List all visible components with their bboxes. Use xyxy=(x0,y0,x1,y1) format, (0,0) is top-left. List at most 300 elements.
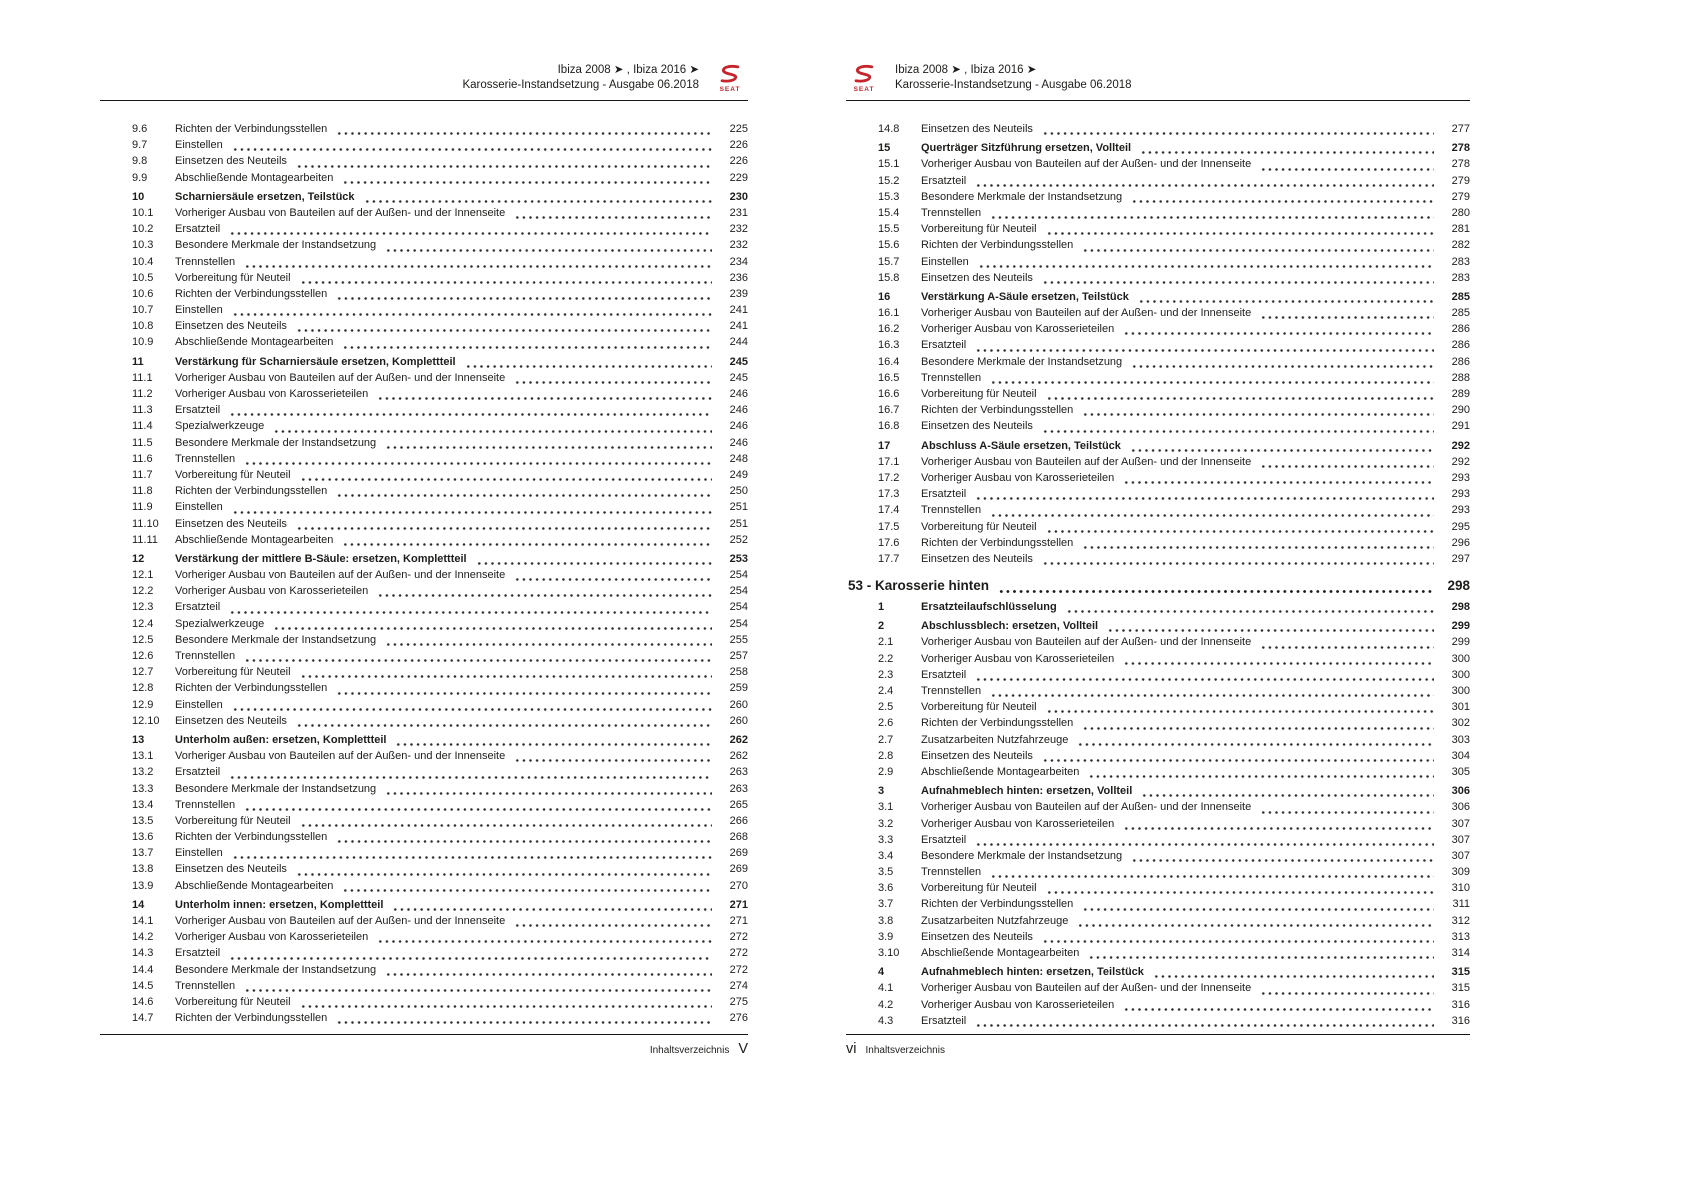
toc-entry-title: 53 - Karosserie hinten xyxy=(848,578,990,594)
dot-leader xyxy=(1082,896,1434,912)
toc-entry-title: Vorheriger Ausbau von Karosserieteilen xyxy=(921,471,1115,484)
toc-entry-title: Vorbereitung für Neuteil xyxy=(175,995,291,1008)
dot-leader xyxy=(978,254,1434,270)
toc-item-row xyxy=(100,1010,748,1026)
toc-entry-page-number: 258 xyxy=(729,666,748,679)
toc-entry-number: 9.6 xyxy=(132,123,148,135)
toc-item-row xyxy=(100,797,748,813)
toc-entry-number: 17.3 xyxy=(878,488,900,501)
toc-entry-page-number: 254 xyxy=(729,601,748,614)
toc-entry-page-number: 232 xyxy=(729,239,748,252)
toc-entry-number: 15.3 xyxy=(878,190,900,203)
toc-entry-number: 12 xyxy=(132,552,145,565)
toc-entry-title: Trennstellen xyxy=(175,650,236,662)
toc-item-row xyxy=(100,913,748,929)
toc-entry-number: 10.3 xyxy=(132,239,154,252)
toc-item-row xyxy=(100,829,748,845)
dot-leader xyxy=(514,567,712,583)
toc-entry-title: Ersatzteil xyxy=(921,1014,967,1027)
toc-item-row xyxy=(100,599,748,615)
footer-page-number: vi xyxy=(846,1041,857,1057)
toc-entry-number: 13.9 xyxy=(132,879,154,892)
toc-entry-number: 14.8 xyxy=(878,123,900,135)
toc-entry-title: Abschließende Montagearbeiten xyxy=(175,879,334,892)
dot-leader xyxy=(1042,270,1434,286)
toc-item-row xyxy=(846,799,1470,815)
toc-entry-title: Einsetzen des Neuteils xyxy=(175,714,287,727)
toc-item-row xyxy=(846,929,1470,945)
dot-leader xyxy=(377,929,712,945)
toc-entry-title: Richten der Verbindungsstellen xyxy=(921,717,1074,730)
toc-entry-page-number: 239 xyxy=(729,287,748,300)
header-divider xyxy=(846,100,1470,101)
toc-item-row xyxy=(846,732,1470,748)
dot-leader xyxy=(514,913,712,929)
seat-logo xyxy=(712,63,748,93)
toc-entry-number: 13 xyxy=(132,733,145,746)
toc-entry-title: Einstellen xyxy=(175,847,223,860)
toc-entry-number: 9.7 xyxy=(132,139,148,152)
dot-leader xyxy=(300,270,712,286)
toc-item-row xyxy=(100,648,748,664)
dot-leader xyxy=(975,337,1434,353)
toc-entry-number: 12.10 xyxy=(132,714,160,727)
dot-leader xyxy=(385,962,712,978)
dot-leader xyxy=(1260,305,1434,321)
toc-entry-title: Vorheriger Ausbau von Bauteilen auf der Außen- und der Innenseite xyxy=(921,801,1252,814)
toc-entry-page-number: 229 xyxy=(729,171,748,184)
toc-entry-title: Vorheriger Ausbau von Karosserieteilen xyxy=(921,323,1115,336)
toc-entry-page-number: 315 xyxy=(1451,966,1470,979)
toc-entry-title: Einsetzen des Neuteils xyxy=(921,271,1033,284)
toc-entry-title: Besondere Merkmale der Instandsetzung xyxy=(921,849,1123,862)
toc-entry-page-number: 304 xyxy=(1451,749,1470,762)
toc-item-row xyxy=(100,929,748,945)
dot-leader xyxy=(514,748,712,764)
toc-entry-page-number: 286 xyxy=(1451,339,1470,352)
toc-entry-title: Abschließende Montagearbeiten xyxy=(175,171,334,184)
toc-entry-title: Besondere Merkmale der Instandsetzung xyxy=(175,436,377,449)
header-model-line: Ibiza 2008 ➤ , Ibiza 2016 ➤ xyxy=(557,63,699,76)
toc-entry-number: 13.2 xyxy=(132,766,154,779)
toc-item-row xyxy=(100,532,748,548)
toc-entry-number: 3.1 xyxy=(878,801,894,814)
dot-leader xyxy=(342,878,712,894)
dot-leader xyxy=(514,370,712,386)
toc-entry-title: Vorheriger Ausbau von Karosserieteilen xyxy=(921,817,1115,830)
toc-entry-number: 16 xyxy=(878,290,891,303)
dot-leader xyxy=(1131,848,1434,864)
toc-section-row xyxy=(846,576,1470,596)
dot-leader xyxy=(385,435,712,451)
dot-leader xyxy=(336,829,712,845)
toc-item-row xyxy=(846,896,1470,912)
toc-item-row xyxy=(100,878,748,894)
toc-entry-title: Trennstellen xyxy=(921,685,982,697)
dot-leader xyxy=(1042,929,1434,945)
toc-entry-number: 15 xyxy=(878,142,891,155)
dot-leader xyxy=(1082,715,1434,731)
toc-entry-number: 16.5 xyxy=(878,371,900,384)
dot-leader xyxy=(244,254,712,270)
toc-entry-title: Scharniersäule ersetzen, Teilstück xyxy=(175,190,355,203)
dot-leader xyxy=(342,170,712,186)
toc-entry-number: 4.1 xyxy=(878,982,894,995)
toc-entry-title: Vorbereitung für Neuteil xyxy=(175,814,291,827)
toc-entry-number: 2.7 xyxy=(878,733,894,746)
toc-entry-number: 15.8 xyxy=(878,271,900,284)
toc-entry-page-number: 306 xyxy=(1451,801,1470,814)
toc-entry-page-number: 254 xyxy=(729,585,748,598)
toc-item-row xyxy=(846,551,1470,567)
dot-leader xyxy=(975,667,1434,683)
header-doc-line: Karosserie-Instandsetzung - Ausgabe 06.2018 xyxy=(895,78,1132,91)
toc-entry-number: 11.4 xyxy=(132,420,153,433)
toc-entry-number: 10.4 xyxy=(132,255,154,268)
toc-entry-title: Verstärkung für Scharniersäule ersetzen, Komplettteil xyxy=(175,355,456,368)
toc-entry-page-number: 315 xyxy=(1451,982,1470,995)
header-divider xyxy=(100,100,748,101)
toc-item-row xyxy=(846,237,1470,253)
toc-entry-page-number: 234 xyxy=(729,255,748,268)
toc-entry-page-number: 272 xyxy=(729,963,748,976)
page-header-right xyxy=(846,55,1470,100)
toc-entry-title: Ersatzteil xyxy=(175,404,221,417)
toc-item-row xyxy=(100,664,748,680)
toc-item-row xyxy=(100,121,748,137)
header-text xyxy=(462,63,699,93)
toc-entry-page-number: 254 xyxy=(729,569,748,582)
toc-entry-page-number: 307 xyxy=(1451,833,1470,846)
toc-entry-number: 15.4 xyxy=(878,206,900,219)
toc-entry-number: 3.4 xyxy=(878,849,894,862)
dot-leader xyxy=(229,599,712,615)
dot-leader xyxy=(385,632,712,648)
toc-entry-title: Vorheriger Ausbau von Bauteilen auf der Außen- und der Innenseite xyxy=(921,982,1252,995)
toc-entry-page-number: 306 xyxy=(1451,785,1470,798)
toc-item-row xyxy=(100,945,748,961)
toc-entry-page-number: 281 xyxy=(1451,223,1470,236)
toc-entry-page-number: 298 xyxy=(1447,578,1470,594)
toc-entry-number: 11 xyxy=(132,355,144,368)
seat-wordmark: SEAT xyxy=(719,85,741,93)
toc-entry-page-number: 293 xyxy=(1451,504,1470,517)
toc-entry-number: 12.5 xyxy=(132,633,154,646)
dot-leader xyxy=(1130,438,1434,454)
dot-leader xyxy=(1260,799,1434,815)
toc-entry-number: 9.9 xyxy=(132,171,148,184)
toc-entry-page-number: 305 xyxy=(1451,765,1470,778)
dot-leader xyxy=(1088,764,1434,780)
toc-entry-number: 3.9 xyxy=(878,930,894,943)
toc-item-row xyxy=(846,470,1470,486)
toc-entry-number: 2.4 xyxy=(878,685,894,697)
toc-entry-number: 12.3 xyxy=(132,601,154,614)
toc-chapter-row xyxy=(100,551,748,567)
toc-entry-title: Einstellen xyxy=(921,255,969,268)
toc-entry-page-number: 226 xyxy=(729,139,748,152)
toc-item-row xyxy=(846,667,1470,683)
toc-entry-page-number: 300 xyxy=(1451,685,1470,697)
toc-entry-page-number: 246 xyxy=(729,420,748,433)
toc-entry-page-number: 226 xyxy=(729,155,748,168)
dot-leader xyxy=(1042,121,1434,137)
toc-entry-number: 14.1 xyxy=(132,915,154,927)
dot-leader xyxy=(232,499,712,515)
toc-entry-page-number: 300 xyxy=(1451,668,1470,681)
toc-entry-page-number: 286 xyxy=(1451,323,1470,336)
toc-entry-title: Verstärkung der mittlere B-Säule: ersetzen, Komplettteil xyxy=(175,552,467,565)
toc-chapter-row xyxy=(100,354,748,370)
toc-item-row xyxy=(100,516,748,532)
dot-leader xyxy=(300,467,712,483)
toc-entry-number: 11.7 xyxy=(132,468,153,481)
toc-entry-title: Vorbereitung für Neuteil xyxy=(921,520,1037,533)
toc-entry-page-number: 285 xyxy=(1451,307,1470,320)
toc-item-row xyxy=(846,715,1470,731)
toc-entry-title: Ersatzteil xyxy=(175,601,221,614)
dot-leader xyxy=(300,994,712,1010)
toc-entry-page-number: 299 xyxy=(1451,620,1470,633)
dot-leader xyxy=(1123,997,1434,1013)
toc-entry-number: 15.1 xyxy=(878,158,900,171)
toc-entry-number: 17.1 xyxy=(878,455,900,468)
toc-entry-title: Einstellen xyxy=(175,304,223,317)
toc-entry-page-number: 249 xyxy=(729,468,748,481)
dot-leader xyxy=(336,680,712,696)
dot-leader xyxy=(975,173,1434,189)
dot-leader xyxy=(1138,289,1434,305)
toc-entry-number: 17 xyxy=(878,439,891,452)
toc-entry-title: Besondere Merkmale der Instandsetzung xyxy=(175,963,377,976)
footer-page-number: V xyxy=(738,1041,748,1057)
toc-item-row xyxy=(100,583,748,599)
toc-entry-title: Vorbereitung für Neuteil xyxy=(175,666,291,679)
toc-entry-page-number: 245 xyxy=(729,355,748,368)
toc-entry-number: 11.2 xyxy=(132,388,153,400)
toc-entry-page-number: 313 xyxy=(1451,930,1470,943)
toc-entry-page-number: 230 xyxy=(729,190,748,203)
dot-leader xyxy=(1077,913,1434,929)
toc-entry-number: 14.5 xyxy=(132,979,154,992)
toc-entry-title: Einstellen xyxy=(175,501,223,514)
toc-entry-page-number: 265 xyxy=(729,798,748,811)
toc-entry-page-number: 279 xyxy=(1451,190,1470,203)
toc-item-row xyxy=(100,748,748,764)
header-text xyxy=(895,63,1132,93)
toc-entry-number: 2.5 xyxy=(878,701,894,714)
toc-entry-number: 13.1 xyxy=(132,750,154,763)
toc-item-row xyxy=(846,519,1470,535)
toc-entry-number: 10.2 xyxy=(132,223,154,236)
toc-entry-number: 14.2 xyxy=(132,931,154,944)
toc-entry-title: Ersatzteil xyxy=(175,766,221,779)
toc-item-row xyxy=(100,994,748,1010)
toc-entry-page-number: 255 xyxy=(729,633,748,646)
toc-entry-number: 9.8 xyxy=(132,155,148,168)
toc-entry-title: Besondere Merkmale der Instandsetzung xyxy=(921,355,1123,368)
dot-leader xyxy=(273,616,712,632)
dot-leader xyxy=(229,764,712,780)
toc-item-row xyxy=(100,978,748,994)
toc-entry-number: 12.8 xyxy=(132,682,154,695)
toc-item-row xyxy=(846,980,1470,996)
toc-item-row xyxy=(846,418,1470,434)
toc-entry-page-number: 278 xyxy=(1451,158,1470,171)
dot-leader xyxy=(296,713,712,729)
toc-entry-number: 16.6 xyxy=(878,388,900,400)
toc-entry-title: Richten der Verbindungsstellen xyxy=(175,287,328,300)
toc-entry-page-number: 246 xyxy=(729,404,748,417)
dot-leader xyxy=(1046,699,1434,715)
toc-item-row xyxy=(846,486,1470,502)
toc-entry-title: Einsetzen des Neuteils xyxy=(175,517,287,530)
dot-leader xyxy=(229,402,712,418)
toc-entry-page-number: 276 xyxy=(729,1012,748,1025)
dot-leader xyxy=(244,797,712,813)
toc-item-row xyxy=(100,451,748,467)
dot-leader xyxy=(1123,321,1434,337)
toc-entry-number: 11.3 xyxy=(132,404,153,417)
toc-item-row xyxy=(846,880,1470,896)
toc-item-row xyxy=(846,832,1470,848)
toc-entry-number: 12.6 xyxy=(132,650,154,662)
toc-entry-number: 16.2 xyxy=(878,323,900,336)
dot-leader xyxy=(364,189,712,205)
toc-entry-page-number: 248 xyxy=(729,452,748,465)
toc-entry-number: 2.6 xyxy=(878,717,894,730)
dot-leader xyxy=(465,354,712,370)
toc-entry-page-number: 314 xyxy=(1451,947,1470,959)
toc-entry-number: 3.2 xyxy=(878,817,894,830)
dot-leader xyxy=(990,864,1434,880)
dot-leader xyxy=(1141,783,1434,799)
toc-item-row xyxy=(100,845,748,861)
toc-entry-number: 17.4 xyxy=(878,504,900,517)
toc-entry-title: Vorbereitung für Neuteil xyxy=(175,271,291,284)
toc-entry-number: 10.1 xyxy=(132,206,154,219)
footer-label: Inhaltsverzeichnis xyxy=(649,1045,730,1056)
toc-list-left xyxy=(100,121,748,1026)
page-left xyxy=(100,0,748,1190)
toc-entry-page-number: 263 xyxy=(729,766,748,779)
toc-item-row xyxy=(846,997,1470,1013)
toc-item-row xyxy=(100,781,748,797)
dot-leader xyxy=(990,502,1434,518)
toc-entry-title: Aufnahmeblech hinten: ersetzen, Teilstück xyxy=(921,966,1144,979)
toc-entry-number: 17.2 xyxy=(878,471,900,484)
toc-entry-page-number: 257 xyxy=(729,650,748,662)
dot-leader xyxy=(514,205,712,221)
toc-entry-page-number: 259 xyxy=(729,682,748,695)
toc-item-row xyxy=(100,237,748,253)
toc-entry-title: Trennstellen xyxy=(175,979,236,992)
toc-entry-number: 13.3 xyxy=(132,782,154,795)
toc-item-row xyxy=(846,848,1470,864)
toc-entry-number: 16.8 xyxy=(878,420,900,433)
toc-item-row xyxy=(846,189,1470,205)
seat-logo xyxy=(846,63,882,93)
toc-entry-number: 3 xyxy=(878,785,885,798)
toc-chapter-row xyxy=(100,732,748,748)
toc-entry-title: Querträger Sitzführung ersetzen, Vollteil xyxy=(921,142,1132,155)
toc-item-row xyxy=(100,302,748,318)
dot-leader xyxy=(232,137,712,153)
toc-entry-title: Vorheriger Ausbau von Bauteilen auf der Außen- und der Innenseite xyxy=(175,206,506,219)
toc-entry-title: Vorheriger Ausbau von Karosserieteilen xyxy=(921,998,1115,1011)
toc-entry-title: Richten der Verbindungsstellen xyxy=(921,536,1074,549)
dot-leader xyxy=(1082,402,1434,418)
dot-leader xyxy=(1107,618,1434,634)
dot-leader xyxy=(990,683,1434,699)
toc-item-row xyxy=(846,305,1470,321)
toc-item-row xyxy=(100,170,748,186)
toc-entry-title: Ersatzteil xyxy=(921,668,967,681)
toc-entry-title: Vorbereitung für Neuteil xyxy=(921,882,1037,895)
toc-entry-page-number: 270 xyxy=(729,879,748,892)
toc-chapter-row xyxy=(846,140,1470,156)
toc-entry-title: Spezialwerkzeuge xyxy=(175,420,265,433)
toc-entry-number: 12.7 xyxy=(132,666,154,679)
toc-item-row xyxy=(100,713,748,729)
toc-entry-title: Ersatzteil xyxy=(921,339,967,352)
toc-entry-number: 10.5 xyxy=(132,271,154,284)
toc-item-row xyxy=(100,254,748,270)
toc-entry-number: 2.9 xyxy=(878,765,894,778)
toc-entry-title: Vorbereitung für Neuteil xyxy=(175,468,291,481)
toc-entry-page-number: 283 xyxy=(1451,255,1470,268)
dot-leader xyxy=(1046,221,1434,237)
toc-entry-page-number: 298 xyxy=(1451,601,1470,614)
toc-entry-number: 16.3 xyxy=(878,339,900,352)
toc-entry-page-number: 291 xyxy=(1451,420,1470,433)
toc-entry-title: Aufnahmeblech hinten: ersetzen, Vollteil xyxy=(921,785,1133,798)
toc-entry-page-number: 272 xyxy=(729,931,748,944)
toc-entry-number: 11.11 xyxy=(132,533,158,546)
toc-entry-number: 2 xyxy=(878,620,885,633)
toc-entry-title: Vorbereitung für Neuteil xyxy=(921,388,1037,400)
toc-entry-title: Abschließende Montagearbeiten xyxy=(921,947,1080,959)
toc-entry-number: 11.10 xyxy=(132,517,159,530)
toc-entry-page-number: 251 xyxy=(729,501,748,514)
toc-entry-number: 2.3 xyxy=(878,668,894,681)
dot-leader xyxy=(1046,386,1434,402)
toc-entry-title: Vorheriger Ausbau von Karosserieteilen xyxy=(175,931,369,944)
toc-entry-title: Einsetzen des Neuteils xyxy=(175,320,287,333)
toc-item-row xyxy=(846,454,1470,470)
toc-entry-number: 15.7 xyxy=(878,255,900,268)
dot-leader xyxy=(1042,551,1434,567)
toc-entry-title: Trennstellen xyxy=(921,866,982,879)
dot-leader xyxy=(336,286,712,302)
toc-entry-page-number: 310 xyxy=(1451,882,1470,895)
toc-entry-title: Zusatzarbeiten Nutzfahrzeuge xyxy=(921,914,1069,927)
toc-item-row xyxy=(846,354,1470,370)
dot-leader xyxy=(232,302,712,318)
toc-entry-page-number: 253 xyxy=(729,552,748,565)
toc-entry-title: Vorheriger Ausbau von Bauteilen auf der Außen- und der Innenseite xyxy=(175,569,506,582)
toc-entry-number: 17.7 xyxy=(878,552,900,565)
dot-leader xyxy=(1131,354,1434,370)
toc-entry-page-number: 231 xyxy=(729,206,748,219)
toc-entry-number: 13.7 xyxy=(132,847,154,860)
toc-entry-title: Zusatzarbeiten Nutzfahrzeuge xyxy=(921,733,1069,746)
toc-entry-page-number: 279 xyxy=(1451,174,1470,187)
dot-leader xyxy=(296,318,712,334)
toc-entry-page-number: 283 xyxy=(1451,271,1470,284)
toc-entry-page-number: 311 xyxy=(1452,898,1470,911)
toc-item-row xyxy=(846,386,1470,402)
